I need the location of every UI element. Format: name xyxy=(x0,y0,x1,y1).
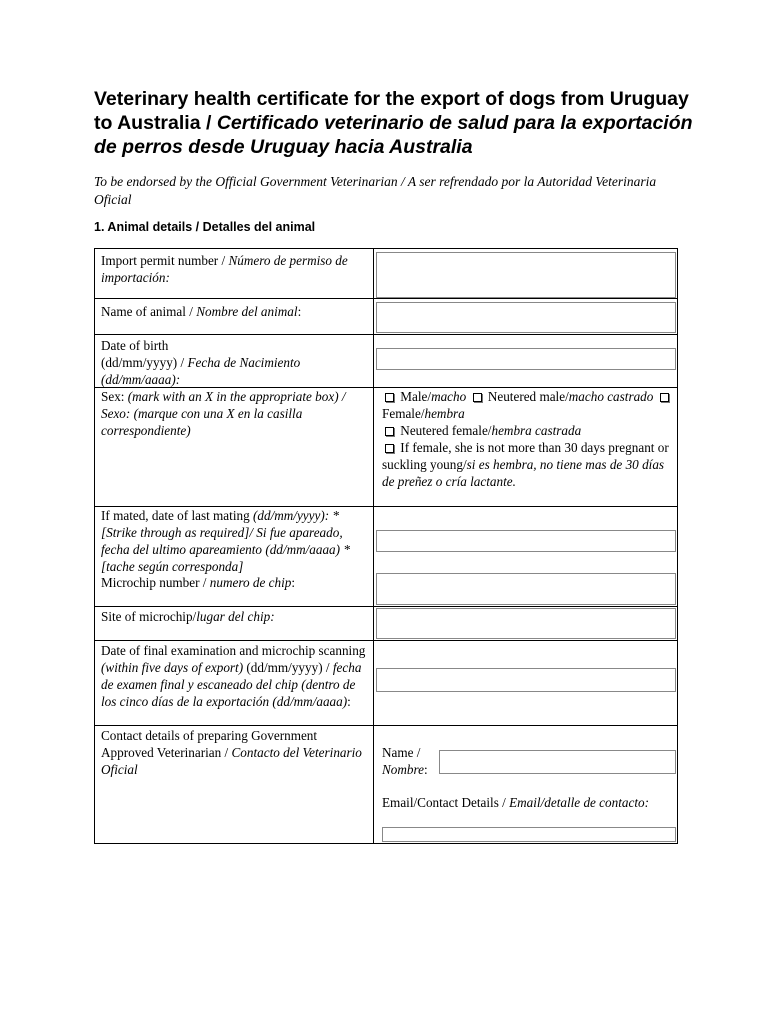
male-option-label: Male/macho xyxy=(400,389,467,404)
title-english: Veterinary health certificate for the export of dogs from Uruguay to Australia xyxy=(94,88,689,134)
contact-email-input[interactable] xyxy=(382,827,676,842)
contact-email-label: Email/Contact Details / Email/detalle de contacto: xyxy=(382,795,649,810)
microchip-number-label: Microchip number / numero de chip: xyxy=(101,575,295,590)
date-of-birth-label: Date of birth (dd/mm/yyyy) / Fecha de Nacimiento (dd/mm/aaaa): xyxy=(101,338,301,387)
title-spanish: Certificado veterinario de salud para la exportación de perros desde Uruguay hacia Australia xyxy=(94,112,693,158)
contact-details-label: Contact details of preparing Government Approved Veterinarian / Contacto del Veterinario Oficial xyxy=(101,728,362,777)
sex-options xyxy=(382,388,674,490)
neutered-male-checkbox[interactable] xyxy=(473,393,482,402)
contact-name-label: Name / Nombre: xyxy=(382,745,428,777)
import-permit-input[interactable] xyxy=(376,252,676,298)
male-checkbox[interactable] xyxy=(385,393,394,402)
microchip-site-input[interactable] xyxy=(376,608,676,639)
microchip-site-label: Site of microchip/lugar del chip: xyxy=(101,609,275,624)
section-heading: 1. Animal details / Detalles del animal xyxy=(94,220,316,234)
neutered-male-option-label: Neutered male/macho castrado xyxy=(487,389,654,404)
row-divider xyxy=(94,640,678,641)
pregnant-checkbox[interactable] xyxy=(385,444,394,453)
animal-name-input[interactable] xyxy=(376,302,676,333)
date-of-birth-input[interactable] xyxy=(376,348,676,370)
pregnant-option-label: If female, she is not more than 30 days pregnant or suckling young/si es hembra, no tiene mas de 30 días de preñez o cría lactante. xyxy=(382,440,669,489)
female-option-label: Female/hembra xyxy=(382,406,465,421)
animal-name-label: Name of animal / Nombre del animal: xyxy=(101,304,302,319)
last-mating-input[interactable] xyxy=(376,530,676,552)
page-title xyxy=(94,87,694,159)
final-examination-label: Date of final examination and microchip scanning (within five days of export) (dd/mm/yyyy) / fecha de examen final y escaneado del chip (dentro de los cinco días de la exportación (dd/mm/aaaa): xyxy=(101,643,366,709)
row-divider xyxy=(94,334,678,335)
microchip-number-input[interactable] xyxy=(376,573,676,605)
title-separator: / xyxy=(200,112,217,134)
row-divider xyxy=(94,298,678,299)
neutered-female-option-label: Neutered female/hembra castrada xyxy=(400,423,582,438)
row-divider xyxy=(94,606,678,607)
sex-label: Sex: (mark with an X in the appropriate box) / Sexo: (marque con una X en la casilla correspondiente) xyxy=(101,389,346,438)
column-divider xyxy=(373,248,374,844)
endorsement-note: To be endorsed by the Official Government Veterinarian / A ser refrendado por la Autoridad Veterinaria Oficial xyxy=(94,174,657,207)
row-divider xyxy=(94,725,678,726)
neutered-female-checkbox[interactable] xyxy=(385,427,394,436)
contact-name-input[interactable] xyxy=(439,750,676,774)
female-checkbox[interactable] xyxy=(660,393,669,402)
final-examination-input[interactable] xyxy=(376,668,676,692)
import-permit-label: Import permit number / Número de permiso de importación: xyxy=(101,253,348,285)
last-mating-label: If mated, date of last mating (dd/mm/yyyy): *[Strike through as required]/ Si fue apareado, fecha del ultimo apareamiento (dd/mm/aaaa) *[tache según corresponda] xyxy=(101,508,350,574)
